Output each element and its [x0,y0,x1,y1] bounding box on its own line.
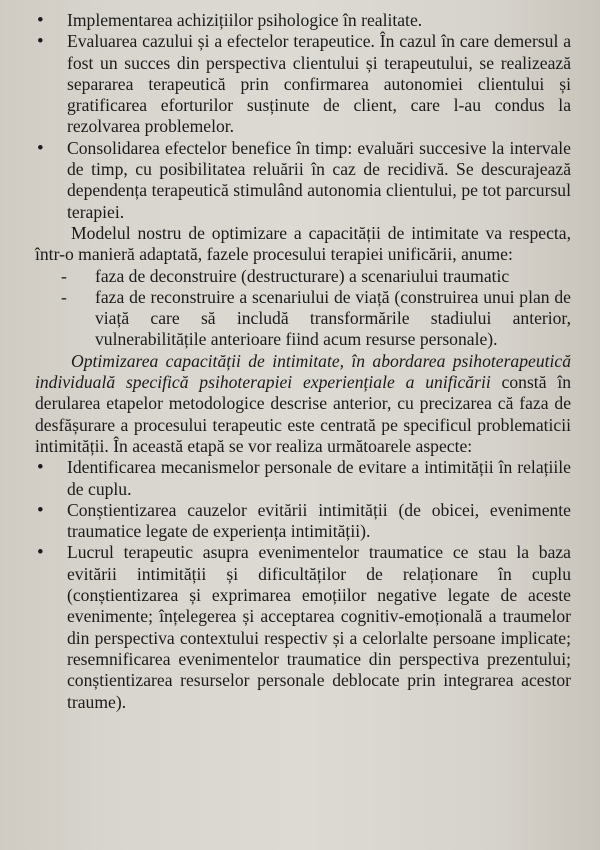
bullet-icon: • [37,457,44,479]
list-item [35,31,571,137]
bullet-icon: • [37,10,44,31]
list-item [35,10,571,31]
list-item [35,457,571,500]
list-item-text: Lucrul terapeutic asupra evenimentelor traumatice ce stau la baza evitării intimității și dificultăților de relaționare în cuplu (conștientizarea și exprimarea emoțiilor negative legate de aceste evenimente; înțelegerea și acceptarea cognitiv-emoțională a traumelor din perspectiva contextului respectiv și a celorlalte persoane implicate; resemnificarea evenimentelor traumatice din perspectiva prezentului; conștientizarea resurselor personale deblocate prin integrarea acestor traume). [67,542,571,712]
list-item [35,287,571,351]
dash-marker: - [61,265,67,286]
italic-phrase: Optimizarea capacității de intimitate, în abordarea psihoterapeutică individuală specifică psihoterapiei experiențiale a unificării [35,350,571,393]
list-item-text: faza de deconstruire (destructurare) a scenariului traumatic [95,265,510,286]
paragraph-model: Modelul nostru de optimizare a capacității de intimitate va respecta, într-o manieră adaptată, fazele procesului terapiei unificării, anume: [35,222,571,265]
list-item-text: faza de reconstruire a scenariului de viață (construirea unui plan de viață care să includă transformările stadiului anterior, vulnerabilitățile anterioare fiind acum resurse personale). [95,286,571,350]
document-body [35,10,571,713]
list-item [35,542,571,712]
paragraph-rest: constă în derularea etapelor metodologice descrise anterior, cu precizarea că faza de desfășurare a procesului terapeutic este centrată pe specificul problematicii intimității. În această etapă se vor realiza următoarele aspecte: [35,372,571,456]
list-item-text: Evaluarea cazului și a efectelor terapeutice. În cazul în care demersul a fost un succes din perspectiva clientului și terapeutului, se realizează separarea terapeutică prin confirmarea autonomiei clientului și gratificarea eforturilor susținute de client, care l-au condus la rezolvarea problemelor. [67,31,571,137]
dash-marker: - [61,286,67,307]
bullet-icon: • [37,31,44,53]
list-item [35,138,571,223]
paragraph-optimization [35,351,571,457]
list-item-text: Identificarea mecanismelor personale de evitare a intimității în relațiile de cuplu. [67,457,571,499]
list-item-text: Conștientizarea cauzelor evitării intimității (de obicei, evenimente traumatice legate de experiența intimității). [67,499,571,542]
bullet-icon: • [37,499,44,521]
bullet-icon: • [37,542,44,564]
list-item-text: Consolidarea efectelor benefice în timp: evaluări succesive la intervale de timp, cu posibilitatea reluării în caz de recidivă. Se descurajează dependența terapeutică stimulând autonomia clientului, pe tot parcursul terapiei. [67,137,571,222]
bullet-icon: • [37,137,44,159]
list-item-text: Implementarea achizițiilor psihologice în realitate. [67,10,423,30]
list-item [35,266,571,287]
list-item [35,500,571,543]
